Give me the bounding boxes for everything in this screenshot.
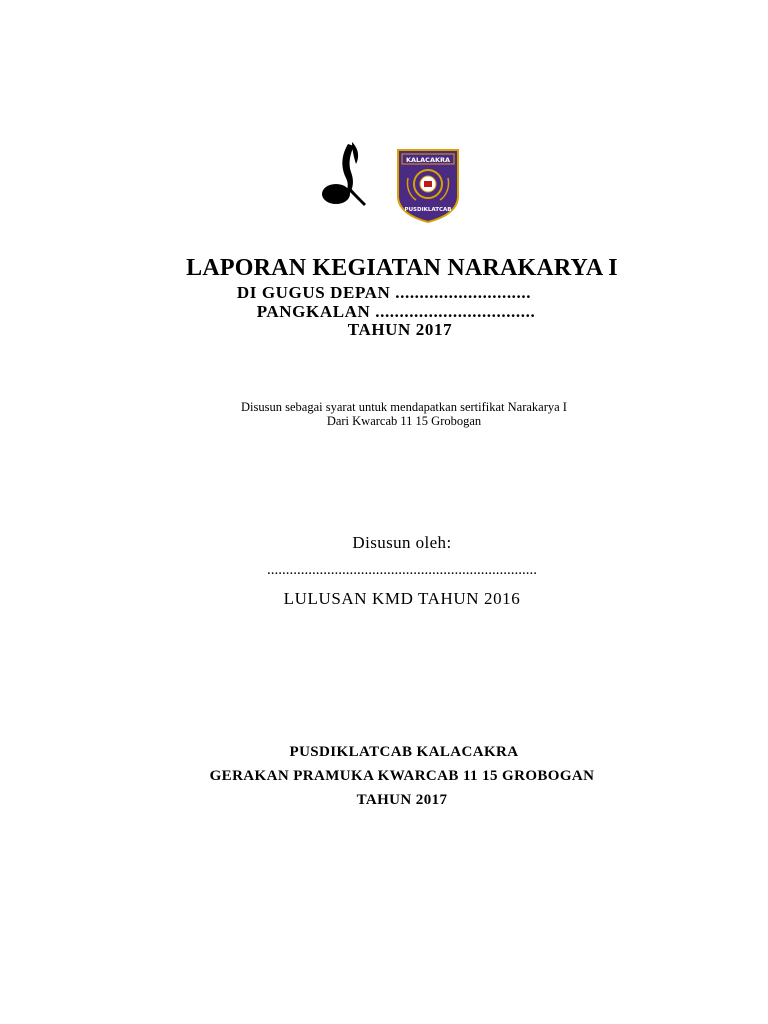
gugus-depan-line: DI GUGUS DEPAN ............................	[236, 283, 532, 302]
purpose-line-2: Dari Kwarcab 11 15 Grobogan	[326, 414, 482, 428]
logo-row	[0, 138, 768, 218]
purpose-line-1: Disusun sebagai syarat untuk mendapatkan sertifikat Narakarya I	[241, 400, 567, 414]
header-year: TAHUN 2017	[347, 320, 453, 339]
kalacakra-badge-logo	[396, 148, 460, 224]
author-name-placeholder: ........................................................................	[267, 562, 537, 578]
badge-top-text: KALACAKRA	[405, 156, 451, 164]
author-cohort: LULUSAN KMD TAHUN 2016	[283, 589, 521, 608]
author-label: Disusun oleh:	[352, 533, 452, 552]
badge-bottom-text: PUSDIKLATCAB	[404, 207, 452, 213]
footer-organization: GERAKAN PRAMUKA KWARCAB 11 15 GROBOGAN	[209, 768, 595, 784]
report-title: LAPORAN KEGIATAN NARAKARYA I	[186, 255, 618, 281]
footer-year: TAHUN 2017	[356, 792, 448, 808]
footer-institution: PUSDIKLATCAB KALACAKRA	[289, 744, 519, 760]
tunas-kelapa-logo	[318, 138, 374, 212]
pangkalan-line: PANGKALAN .................................	[256, 302, 536, 321]
